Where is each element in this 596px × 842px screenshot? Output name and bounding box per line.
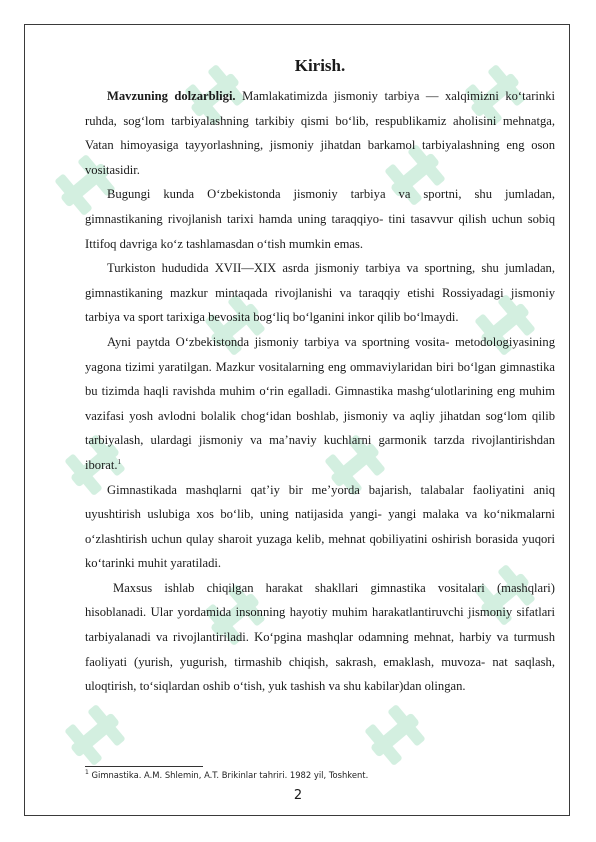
paragraph-with-footnote [85, 330, 555, 478]
paragraph: Gimnastikada mashqlarni qat’iy bir me’yorda bajarish, talabalar faoliyatini aniq uyushtirish uslubiga xos bo‘lib, uning natijasida yangi- yangi malaka va ko‘nikmalarni o‘zlashtirish uchun qulay sharoit yuzaga kelib, mehnat qobiliyatini oshirish borasida yuqori ko‘tarinki muhit yaratiladi. [85, 482, 555, 571]
footnote-text: Gimnastika. A.M. Shlemin, A.T. Brikinlar tahriri. 1982 yil, Toshkent. [91, 770, 369, 780]
paragraph-lead: Mavzuning dolzarbligi. [107, 89, 236, 103]
paragraph-text: Ayni paytda O‘zbekistonda jismoniy tarbiya va sportning vosita- metodologiyasining yagona tizimi yaratilgan. Mazkur vositalarning eng ommaviylaridan biri bo‘lgan gimnastika bu tizimda haqli ravishda muhim o‘rin egalladi. Gimnastika mashg‘ulotlarining eng muhim vazifasi yosh avlodni bolalik chog‘idan boshlab, jismoniy va aqliy jihatdan sog‘lom qilib tarbiyalash, ulardagi jismoniy va ma’naviy kuchlarni garmonik tarzda rivojlantirishdan iborat. [85, 334, 555, 472]
footnote-divider [85, 766, 203, 767]
page-number: 2 [293, 788, 303, 803]
paragraph-relevance [85, 84, 555, 182]
paragraph: Maxsus ishlab chiqilgan harakat shakllari gimnastika vositalari (mashqlari) hisoblanadi. Ular yordamida insonning hayotiy muhim harakatlantiruvchi jismoniy sifatlari tarbiyalanadi va rivojlantiriladi. Ko‘pgina mashqlar odamning mehnat, harbiy va turmush faoliyati (yurish, yugurish, tirmashib chiqish, sakrash, emaklash, muvoza- nat saqlash, uloqtirish, to‘siqlardan oshib o‘tish, yuk tashish va shu kabilar)dan olingan. [85, 580, 555, 694]
paragraph: Bugungi kunda O‘zbekistonda jismoniy tarbiya va sportni, shu jumladan, gimnastikaning rivojlanish tarixi hamda uning taraqqiyo- tini tasavvur qilish uchun sobiq Ittifoq davriga ko‘z tashlamasdan o‘tish mumkin emas. [85, 187, 555, 251]
document-body [85, 56, 555, 699]
footnote [85, 770, 555, 780]
footnote-marker: 1 [85, 769, 89, 777]
paragraph-text: Mamlakatimizda jismoniy tarbiya — xalqimizni ko‘tarinki ruhda, sog‘lom tarbiyalashning tarkibiy qismi bo‘lib, respublikamiz aholisini mehnatga, Vatan himoyasiga tayyorlashning, jismoniy jihatdan barkamol tarbiyalashning eng oson vositasidir. [85, 89, 556, 177]
page-title: Kirish. [294, 56, 346, 75]
footnote-reference[interactable]: 1 [117, 457, 122, 466]
paragraph: Turkiston hududida XVII—XIX asrda jismoniy tarbiya va sportning, shu jumladan, gimnastikaning mazkur mintaqada rivojlanishi va taraqqiy etishi Rossiyadagi jismoniy tarbiya va sport tarixiga bevosita bog‘liq bo‘lganini inkor qilib bo‘lmaydi. [85, 261, 555, 325]
